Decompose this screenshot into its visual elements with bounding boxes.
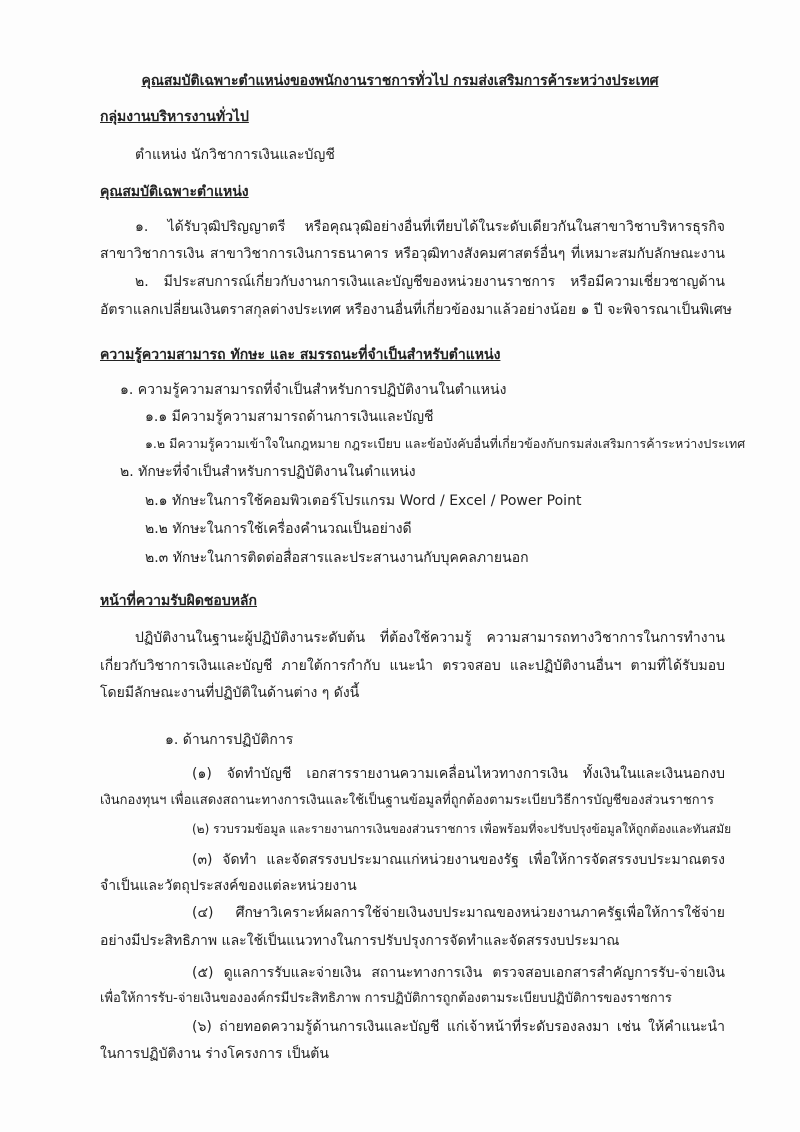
competencies-heading: ความรู้ความสามารถ ทักษะ และ สมรรถนะที่จำเป็นสำหรับตำแหน่ง xyxy=(100,347,501,363)
duties-intro-line1: ปฏิบัติงานในฐานะผู้ปฏิบัติงานระดับต้น ที่ต้องใช้ความรู้ ความสามารถทางวิชาการในการทำงาน xyxy=(135,630,725,646)
position-title: ตำแหน่ง นักวิชาการเงินและบัญชี xyxy=(135,147,335,163)
qualifications-heading: คุณสมบัติเฉพาะตำแหน่ง xyxy=(100,184,249,200)
duties-heading: หน้าที่ความรับผิดชอบหลัก xyxy=(100,593,257,609)
competency-1: ๑. ความรู้ความสามารถที่จำเป็นสำหรับการปฏิบัติงานในตำแหน่ง xyxy=(120,382,507,398)
competency-2-3: ๒.๓ ทักษะในการติดต่อสื่อสารและประสานงานกับบุคคลภายนอก xyxy=(145,550,529,566)
competency-2-1: ๒.๑ ทักษะในการใช้คอมพิวเตอร์โปรแกรม Word / Excel / Power Point xyxy=(145,493,582,509)
duty-1-line2: เงินกองทุนฯ เพื่อแสดงสถานะทางการเงินและใช้เป็นฐานข้อมูลที่ถูกต้องตามระเบียบวิธีการบัญชีของส่วนราชการ xyxy=(100,793,714,808)
duty-2-line1: (๒) รวบรวมข้อมูล และรายงานการเงินของส่วนราชการ เพื่อพร้อมที่จะปรับปรุงข้อมูลให้ถูกต้องและทันสมัย xyxy=(192,822,732,836)
qualification-2-line1: ๒. มีประสบการณ์เกี่ยวกับงานการเงินและบัญชีของหน่วยงานราชการ หรือมีความเชี่ยวชาญด้าน xyxy=(135,274,725,290)
duty-6-line2: ในการปฏิบัติงาน ร่างโครงการ เป็นต้น xyxy=(100,1046,329,1062)
duty-5-line1: (๕) ดูแลการรับและจ่ายเงิน สถานะทางการเงิน ตรวจสอบเอกสารสำคัญการรับ-จ่ายเงิน xyxy=(192,965,725,981)
competency-2: ๒. ทักษะที่จำเป็นสำหรับการปฏิบัติงานในตำแหน่ง xyxy=(120,464,416,480)
duty-4-line1: (๔) ศึกษาวิเคราะห์ผลการใช้จ่ายเงินงบประมาณของหน่วยงานภาครัฐเพื่อให้การใช้จ่าย xyxy=(192,905,725,921)
document-title: คุณสมบัติเฉพาะตำแหน่งของพนักงานราชการทั่วไป กรมส่งเสริมการค้าระหว่างประเทศ xyxy=(141,73,659,89)
duties-intro-line2: เกี่ยวกับวิชาการเงินและบัญชี ภายใต้การกำกับ แนะนำ ตรวจสอบ และปฏิบัติงานอื่นฯ ตามที่ได้รับมอบ xyxy=(100,658,725,674)
competency-1-1: ๑.๑ มีความรู้ความสามารถด้านการเงินและบัญชี xyxy=(145,409,434,425)
duty-6-line1: (๖) ถ่ายทอดความรู้ด้านการเงินและบัญชี แก่เจ้าหน้าที่ระดับรองลงมา เช่น ให้คำแนะนำ xyxy=(192,1019,725,1035)
qualification-2-line2: อัตราแลกเปลี่ยนเงินตราสกุลต่างประเทศ หรืองานอื่นที่เกี่ยวข้องมาแล้วอย่างน้อย ๑ ปี จะพิจารณาเป็นพิเศษ xyxy=(100,302,733,318)
duty-1-line1: (๑) จัดทำบัญชี เอกสารรายงานความเคลื่อนไหวทางการเงิน ทั้งเงินในและเงินนอกงบ xyxy=(192,766,725,782)
duty-3-line1: (๓) จัดทำ และจัดสรรงบประมาณแก่หน่วยงานของรัฐ เพื่อให้การจัดสรรงบประมาณตรง xyxy=(192,852,725,868)
qualification-1-line2: สาขาวิชาการเงิน สาขาวิชาการเงินการธนาคาร หรือวุฒิทางสังคมศาสตร์อื่นๆ ที่เหมาะสมกับลักษณะงาน xyxy=(100,246,725,262)
duty-3-line2: จำเป็นและวัตถุประสงค์ของแต่ละหน่วยงาน xyxy=(100,878,357,894)
duty-4-line2: อย่างมีประสิทธิภาพ และใช้เป็นแนวทางในการปรับปรุงการจัดทำและจัดสรรงบประมาณ xyxy=(100,933,620,949)
duties-intro-line3: โดยมีลักษณะงานที่ปฏิบัติในด้านต่าง ๆ ดังนี้ xyxy=(100,685,360,701)
competency-1-2: ๑.๒ มีความรู้ความเข้าใจในกฎหมาย กฎระเบียบ และข้อบังคับอื่นที่เกี่ยวข้องกับกรมส่งเสริมการค้าระหว่างประเทศ xyxy=(145,436,746,451)
duty-5-line2: เพื่อให้การรับ-จ่ายเงินขององค์กรมีประสิทธิภาพ การปฏิบัติการถูกต้องตามระเบียบปฏิบัติการของราชการ xyxy=(100,991,672,1006)
competency-2-2: ๒.๒ ทักษะในการใช้เครื่องคำนวณเป็นอย่างดี xyxy=(145,521,412,537)
duty-area-1: ๑. ด้านการปฏิบัติการ xyxy=(165,732,294,748)
group-heading: กลุ่มงานบริหารงานทั่วไป xyxy=(100,109,249,125)
qualification-1-line1: ๑. ได้รับวุฒิปริญญาตรี หรือคุณวุฒิอย่างอื่นที่เทียบได้ในระดับเดียวกันในสาขาวิชาบริหารธุรกิจ xyxy=(135,219,725,235)
